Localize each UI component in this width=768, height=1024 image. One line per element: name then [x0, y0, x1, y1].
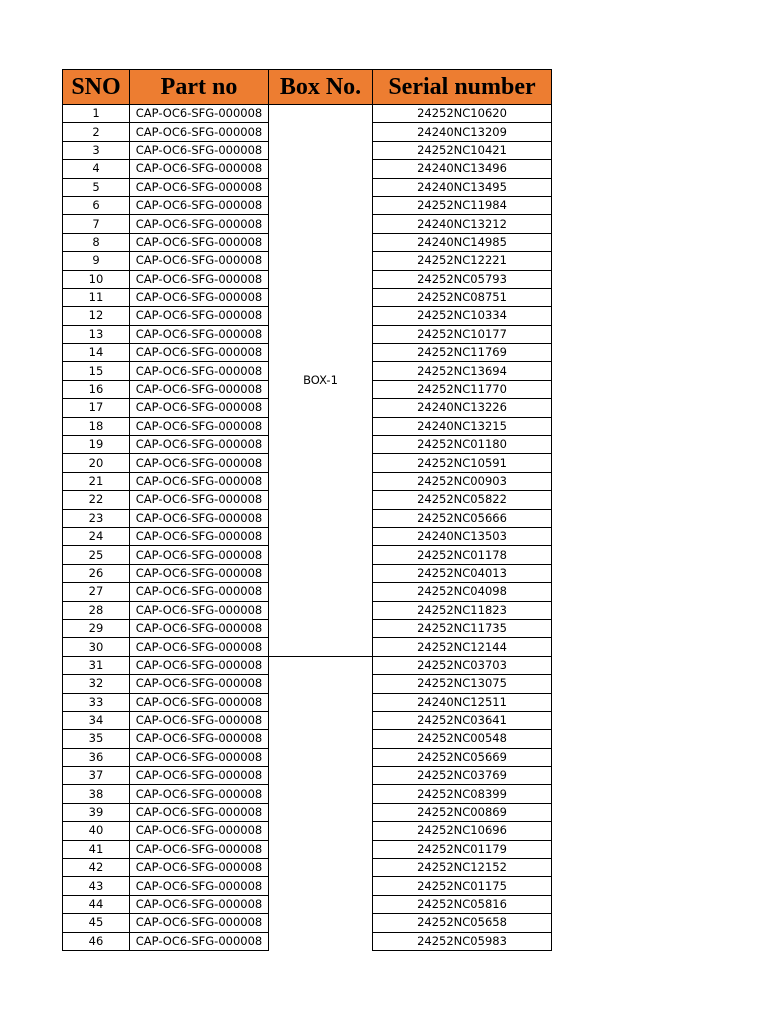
- part-no-cell: CAP-OC6-SFG-000008: [130, 454, 269, 472]
- sno-cell: 31: [63, 656, 130, 674]
- part-no-cell: CAP-OC6-SFG-000008: [130, 178, 269, 196]
- box-no-cell: BOX-1: [269, 105, 373, 657]
- part-no-cell: CAP-OC6-SFG-000008: [130, 472, 269, 490]
- sno-cell: 8: [63, 233, 130, 251]
- header-serial-number: Serial number: [373, 70, 552, 105]
- sno-cell: 10: [63, 270, 130, 288]
- serial-number-cell: 24252NC04098: [373, 583, 552, 601]
- serial-number-table: [62, 69, 552, 951]
- part-no-cell: CAP-OC6-SFG-000008: [130, 638, 269, 656]
- part-no-cell: CAP-OC6-SFG-000008: [130, 141, 269, 159]
- sno-cell: 40: [63, 822, 130, 840]
- sno-cell: 33: [63, 693, 130, 711]
- serial-number-cell: 24252NC03769: [373, 767, 552, 785]
- sno-cell: 4: [63, 160, 130, 178]
- serial-number-cell: 24252NC11735: [373, 619, 552, 637]
- serial-number-cell: 24252NC00903: [373, 472, 552, 490]
- serial-number-cell: 24240NC13496: [373, 160, 552, 178]
- sno-cell: 44: [63, 895, 130, 913]
- sno-cell: 3: [63, 141, 130, 159]
- sno-cell: 38: [63, 785, 130, 803]
- serial-number-cell: 24252NC08399: [373, 785, 552, 803]
- serial-number-cell: 24252NC11984: [373, 196, 552, 214]
- serial-number-cell: 24252NC10591: [373, 454, 552, 472]
- serial-number-cell: 24252NC11823: [373, 601, 552, 619]
- part-no-cell: CAP-OC6-SFG-000008: [130, 546, 269, 564]
- part-no-cell: CAP-OC6-SFG-000008: [130, 730, 269, 748]
- serial-number-cell: 24252NC03641: [373, 711, 552, 729]
- part-no-cell: CAP-OC6-SFG-000008: [130, 601, 269, 619]
- serial-number-cell: 24252NC05669: [373, 748, 552, 766]
- sno-cell: 7: [63, 215, 130, 233]
- sno-cell: 14: [63, 344, 130, 362]
- serial-number-cell: 24240NC13215: [373, 417, 552, 435]
- sno-cell: 30: [63, 638, 130, 656]
- serial-number-cell: 24252NC00548: [373, 730, 552, 748]
- sno-cell: 41: [63, 840, 130, 858]
- serial-number-cell: 24252NC10620: [373, 105, 552, 123]
- part-no-cell: CAP-OC6-SFG-000008: [130, 417, 269, 435]
- serial-number-cell: 24252NC01175: [373, 877, 552, 895]
- sno-cell: 6: [63, 196, 130, 214]
- serial-number-cell: 24240NC13209: [373, 123, 552, 141]
- header-part-no: Part no: [130, 70, 269, 105]
- table-row: [63, 656, 552, 674]
- part-no-cell: CAP-OC6-SFG-000008: [130, 160, 269, 178]
- serial-number-cell: 24252NC13075: [373, 675, 552, 693]
- part-no-cell: CAP-OC6-SFG-000008: [130, 675, 269, 693]
- serial-number-cell: 24252NC01178: [373, 546, 552, 564]
- part-no-cell: CAP-OC6-SFG-000008: [130, 840, 269, 858]
- part-no-cell: CAP-OC6-SFG-000008: [130, 362, 269, 380]
- serial-number-cell: 24252NC05822: [373, 491, 552, 509]
- header-sno: SNO: [63, 70, 130, 105]
- serial-number-cell: 24240NC13495: [373, 178, 552, 196]
- part-no-cell: CAP-OC6-SFG-000008: [130, 895, 269, 913]
- serial-number-cell: 24252NC11769: [373, 344, 552, 362]
- sno-cell: 32: [63, 675, 130, 693]
- part-no-cell: CAP-OC6-SFG-000008: [130, 656, 269, 674]
- part-no-cell: CAP-OC6-SFG-000008: [130, 711, 269, 729]
- serial-number-cell: 24252NC12152: [373, 859, 552, 877]
- serial-number-cell: 24252NC05983: [373, 932, 552, 950]
- serial-number-cell: 24252NC04013: [373, 564, 552, 582]
- sno-cell: 23: [63, 509, 130, 527]
- part-no-cell: CAP-OC6-SFG-000008: [130, 123, 269, 141]
- serial-number-cell: 24252NC12221: [373, 252, 552, 270]
- part-no-cell: CAP-OC6-SFG-000008: [130, 233, 269, 251]
- serial-number-cell: 24240NC14985: [373, 233, 552, 251]
- sno-cell: 19: [63, 436, 130, 454]
- sno-cell: 13: [63, 325, 130, 343]
- part-no-cell: CAP-OC6-SFG-000008: [130, 436, 269, 454]
- header-row: [63, 70, 552, 105]
- sno-cell: 27: [63, 583, 130, 601]
- serial-number-cell: 24252NC05666: [373, 509, 552, 527]
- sno-cell: 17: [63, 399, 130, 417]
- sno-cell: 21: [63, 472, 130, 490]
- part-no-cell: CAP-OC6-SFG-000008: [130, 583, 269, 601]
- sno-cell: 25: [63, 546, 130, 564]
- sno-cell: 9: [63, 252, 130, 270]
- serial-number-cell: 24252NC13694: [373, 362, 552, 380]
- sno-cell: 37: [63, 767, 130, 785]
- serial-number-cell: 24252NC05816: [373, 895, 552, 913]
- serial-number-cell: 24240NC13212: [373, 215, 552, 233]
- part-no-cell: CAP-OC6-SFG-000008: [130, 380, 269, 398]
- part-no-cell: CAP-OC6-SFG-000008: [130, 509, 269, 527]
- box-no-empty-cell: [269, 656, 373, 950]
- spreadsheet-page: [62, 69, 552, 951]
- serial-number-cell: 24252NC10334: [373, 307, 552, 325]
- sno-cell: 28: [63, 601, 130, 619]
- sno-cell: 39: [63, 803, 130, 821]
- table-body: [63, 105, 552, 951]
- part-no-cell: CAP-OC6-SFG-000008: [130, 491, 269, 509]
- part-no-cell: CAP-OC6-SFG-000008: [130, 877, 269, 895]
- serial-number-cell: 24252NC05658: [373, 914, 552, 932]
- sno-cell: 42: [63, 859, 130, 877]
- sno-cell: 11: [63, 288, 130, 306]
- serial-number-cell: 24252NC10696: [373, 822, 552, 840]
- sno-cell: 36: [63, 748, 130, 766]
- serial-number-cell: 24252NC03703: [373, 656, 552, 674]
- part-no-cell: CAP-OC6-SFG-000008: [130, 822, 269, 840]
- part-no-cell: CAP-OC6-SFG-000008: [130, 325, 269, 343]
- sno-cell: 18: [63, 417, 130, 435]
- sno-cell: 5: [63, 178, 130, 196]
- serial-number-cell: 24252NC01180: [373, 436, 552, 454]
- serial-number-cell: 24252NC01179: [373, 840, 552, 858]
- part-no-cell: CAP-OC6-SFG-000008: [130, 914, 269, 932]
- sno-cell: 26: [63, 564, 130, 582]
- serial-number-cell: 24252NC10421: [373, 141, 552, 159]
- sno-cell: 22: [63, 491, 130, 509]
- part-no-cell: CAP-OC6-SFG-000008: [130, 252, 269, 270]
- sno-cell: 35: [63, 730, 130, 748]
- sno-cell: 34: [63, 711, 130, 729]
- part-no-cell: CAP-OC6-SFG-000008: [130, 105, 269, 123]
- serial-number-cell: 24252NC08751: [373, 288, 552, 306]
- serial-number-cell: 24240NC12511: [373, 693, 552, 711]
- part-no-cell: CAP-OC6-SFG-000008: [130, 270, 269, 288]
- sno-cell: 1: [63, 105, 130, 123]
- sno-cell: 24: [63, 527, 130, 545]
- sno-cell: 16: [63, 380, 130, 398]
- serial-number-cell: 24252NC05793: [373, 270, 552, 288]
- part-no-cell: CAP-OC6-SFG-000008: [130, 932, 269, 950]
- sno-cell: 46: [63, 932, 130, 950]
- part-no-cell: CAP-OC6-SFG-000008: [130, 748, 269, 766]
- sno-cell: 12: [63, 307, 130, 325]
- serial-number-cell: 24252NC00869: [373, 803, 552, 821]
- part-no-cell: CAP-OC6-SFG-000008: [130, 344, 269, 362]
- sno-cell: 29: [63, 619, 130, 637]
- part-no-cell: CAP-OC6-SFG-000008: [130, 564, 269, 582]
- header-box-no: Box No.: [269, 70, 373, 105]
- table-row: [63, 105, 552, 123]
- part-no-cell: CAP-OC6-SFG-000008: [130, 196, 269, 214]
- serial-number-cell: 24252NC12144: [373, 638, 552, 656]
- serial-number-cell: 24252NC10177: [373, 325, 552, 343]
- part-no-cell: CAP-OC6-SFG-000008: [130, 693, 269, 711]
- sno-cell: 45: [63, 914, 130, 932]
- part-no-cell: CAP-OC6-SFG-000008: [130, 785, 269, 803]
- part-no-cell: CAP-OC6-SFG-000008: [130, 619, 269, 637]
- serial-number-cell: 24240NC13503: [373, 527, 552, 545]
- part-no-cell: CAP-OC6-SFG-000008: [130, 307, 269, 325]
- part-no-cell: CAP-OC6-SFG-000008: [130, 215, 269, 233]
- sno-cell: 15: [63, 362, 130, 380]
- part-no-cell: CAP-OC6-SFG-000008: [130, 527, 269, 545]
- sno-cell: 43: [63, 877, 130, 895]
- serial-number-cell: 24240NC13226: [373, 399, 552, 417]
- part-no-cell: CAP-OC6-SFG-000008: [130, 399, 269, 417]
- sno-cell: 2: [63, 123, 130, 141]
- part-no-cell: CAP-OC6-SFG-000008: [130, 288, 269, 306]
- part-no-cell: CAP-OC6-SFG-000008: [130, 767, 269, 785]
- serial-number-cell: 24252NC11770: [373, 380, 552, 398]
- sno-cell: 20: [63, 454, 130, 472]
- part-no-cell: CAP-OC6-SFG-000008: [130, 803, 269, 821]
- part-no-cell: CAP-OC6-SFG-000008: [130, 859, 269, 877]
